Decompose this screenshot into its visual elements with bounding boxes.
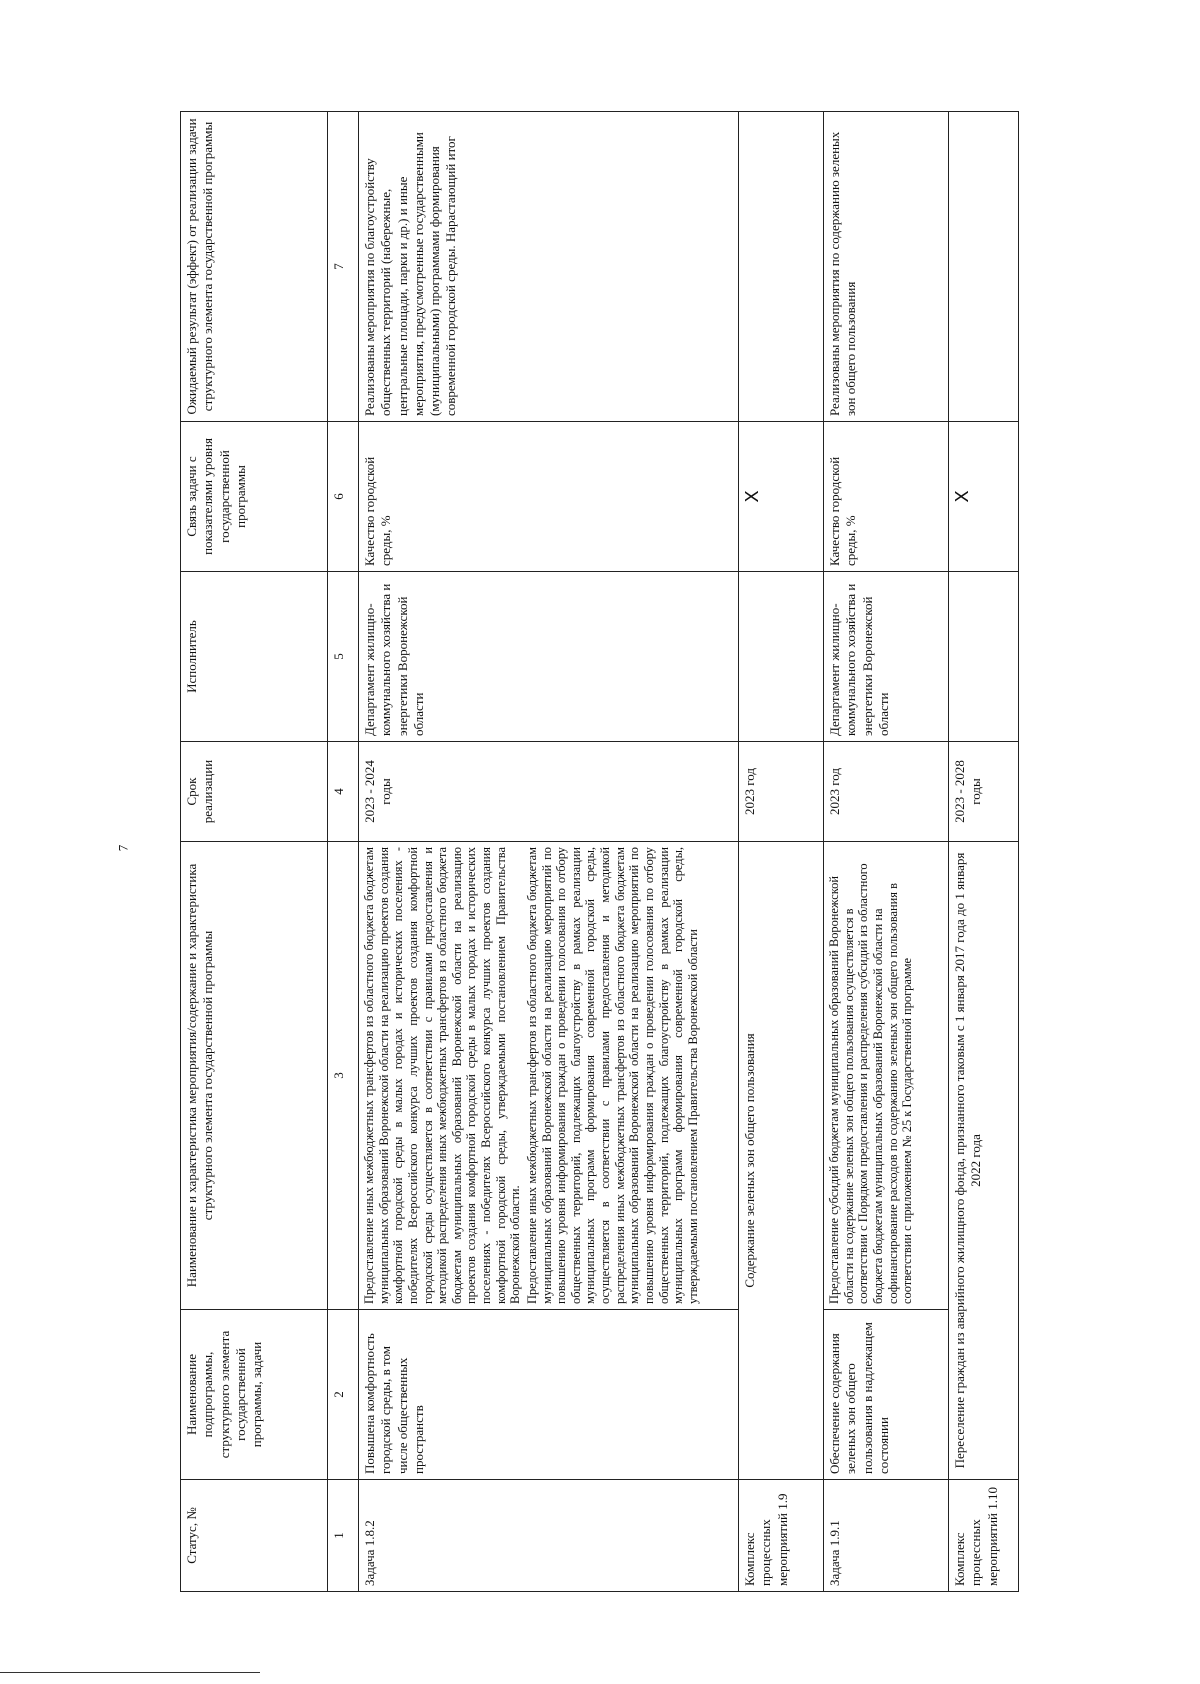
title-complex-1-10: Переселение граждан из аварийного жилищного фонда, признанного таковым с 1 января 2017 года до 1 января 2022 года — [949, 842, 1019, 1480]
title-complex-1-9: Содержание зеленых зон общего пользования — [739, 842, 824, 1480]
col-number-1: 1 — [328, 1480, 359, 1592]
name-task-1-9-1: Обеспечение содержания зеленых зон общего пользования в надлежащем состоянии — [824, 1310, 949, 1480]
link-task-1-8-2: Качество городской среды, % — [359, 422, 739, 572]
executor-task-1-9-1: Департамент жилищно-коммунального хозяйства и энергетики Воронежской области — [824, 572, 949, 742]
link-complex-1-10: Х — [949, 422, 1019, 572]
header-description: Наименование и характеристика мероприятия/содержание и характеристика структурного элемента государственной программы — [181, 842, 328, 1310]
name-task-1-8-2: Повышена комфортность городской среды, в том числе общественных пространств — [359, 1310, 739, 1480]
rotated-table-sheet — [180, 112, 1010, 1592]
col-number-6: 6 — [328, 422, 359, 572]
header-row — [181, 112, 328, 1592]
col-number-3: 3 — [328, 842, 359, 1310]
term-task-1-9-1: 2023 год — [824, 742, 949, 842]
result-complex-1-9 — [739, 112, 824, 422]
column-numbers-row — [328, 112, 359, 1592]
program-table — [180, 111, 1019, 1592]
description-task-1-9-1: Предоставление субсидий бюджетам муниципальных образований Воронежской области на содержание зеленых зон общего пользования осуществляется в соответствии с Порядком предоставления и распределения субсидий из областного бюджета бюджетам муниципальных образований Воронежской области на софинансирование расходов по содержанию зеленых зон общего пользования в соответствии с приложением № 25 к Государственной программе — [824, 842, 949, 1310]
executor-complex-1-10 — [949, 572, 1019, 742]
header-name: Наименование подпрограммы, структурного элемента государственной программы, задачи — [181, 1310, 328, 1480]
col-number-7: 7 — [328, 112, 359, 422]
col-number-2: 2 — [328, 1310, 359, 1480]
header-status: Статус, № — [181, 1480, 328, 1592]
status-complex-1-10: Комплекс процессных мероприятий 1.10 — [949, 1480, 1019, 1592]
col-number-5: 5 — [328, 572, 359, 742]
status-task-1-9-1: Задача 1.9.1 — [824, 1480, 949, 1592]
header-link: Связь задачи с показателями уровня государственной программы — [181, 422, 328, 572]
result-task-1-9-1: Реализованы мероприятия по содержанию зеленых зон общего пользования — [824, 112, 949, 422]
header-executor: Исполнитель — [181, 572, 328, 742]
result-complex-1-10 — [949, 112, 1019, 422]
row-complex-1-10 — [949, 112, 1019, 1592]
footer-rule — [0, 1672, 260, 1673]
term-task-1-8-2: 2023 - 2024 годы — [359, 742, 739, 842]
row-task-1-9-1 — [824, 112, 949, 1592]
header-result: Ожидаемый результат (эффект) от реализации задачи структурного элемента государственной программы — [181, 112, 328, 422]
link-task-1-9-1: Качество городской среды, % — [824, 422, 949, 572]
term-complex-1-10: 2023 - 2028 годы — [949, 742, 1019, 842]
executor-complex-1-9 — [739, 572, 824, 742]
status-complex-1-9: Комплекс процессных мероприятий 1.9 — [739, 1480, 824, 1592]
status-task-1-8-2: Задача 1.8.2 — [359, 1480, 739, 1592]
description-task-1-8-2 — [359, 842, 739, 1310]
description-paragraph-1: Предоставление иных межбюджетных трансфертов из областного бюджета бюджетам муниципальных образований Воронежской области на реализацию проектов создания комфортной городской среды в малых городах и исторических поселениях - победителях Всероссийского конкурса лучших проектов создания комфортной городской среды осуществляется в соответствии с правилами предоставления и методикой распределения иных межбюджетных трансфертов из областного бюджета бюджетам муниципальных образований Воронежской области на реализацию проектов создания комфортной городской среды в малых городах и исторических поселениях - победителях Всероссийского конкурса лучших проектов создания комфортной городской среды, утверждаемыми постановлением Правительства Воронежской области. — [362, 847, 523, 1304]
link-complex-1-9: Х — [739, 422, 824, 572]
col-number-4: 4 — [328, 742, 359, 842]
executor-task-1-8-2: Департамент жилищно-коммунального хозяйства и энергетики Воронежской области — [359, 572, 739, 742]
description-paragraph-2: Предоставление иных межбюджетных трансфертов из областного бюджета бюджетам муниципальных образований Воронежской области на реализацию мероприятий по повышению уровня информирования граждан о проведении голосования по отбору общественных территорий, подлежащих благоустройству в рамках реализации муниципальных программ формирования современной городской среды, осуществляется в соответствии с правилами предоставления и методикой распределения иных межбюджетных трансфертов из областного бюджета бюджетам муниципальных образований Воронежской области на реализацию мероприятий по повышению уровня информирования граждан о проведении голосования по отбору общественных территорий, подлежащих благоустройству в рамках реализации муниципальных программ формирования современной городской среды, утверждаемыми постановлением Правительства Воронежской области — [524, 847, 700, 1304]
row-task-1-8-2 — [359, 112, 739, 1592]
page-number: 7 — [115, 844, 131, 852]
header-term: Срок реализации — [181, 742, 328, 842]
row-complex-1-9 — [739, 112, 824, 1592]
term-complex-1-9: 2023 год — [739, 742, 824, 842]
result-task-1-8-2: Реализованы мероприятия по благоустройству общественных территорий (набережные, центральные площади, парки и др.) и иные мероприятия, предусмотренные государственными (муниципальными) программами формирования современной городской среды. Нарастающий итог — [359, 112, 739, 422]
